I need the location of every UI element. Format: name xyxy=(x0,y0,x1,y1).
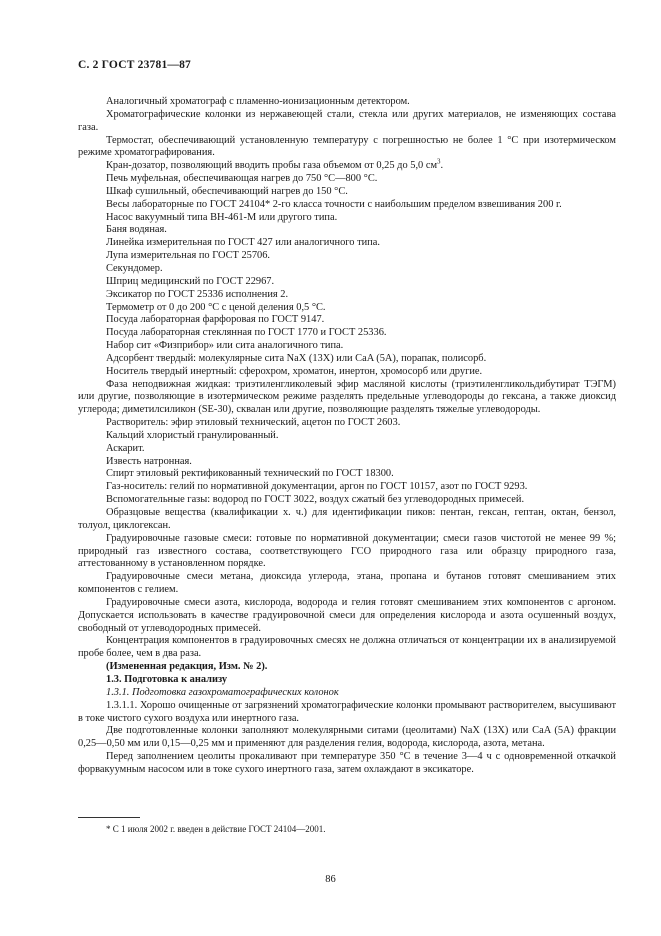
paragraph-text: . xyxy=(440,160,444,172)
paragraph: Эксикатор по ГОСТ 25336 исполнения 2. xyxy=(106,288,289,300)
paragraph: Лупа измерительная по ГОСТ 25706. xyxy=(106,250,271,262)
paragraph: Линейка измерительная по ГОСТ 427 или аналогичного типа. xyxy=(106,237,380,249)
document-body xyxy=(78,96,616,777)
paragraph: Растворитель: эфир этиловый технический, ацетон по ГОСТ 2603. xyxy=(106,417,401,429)
subsection-heading: 1.3.1. Подготовка газохроматографических колонок xyxy=(106,686,339,698)
paragraph: Градуировочные газовые смеси: готовые по нормативной документации; смеси газов чистотой не менее 99 %; природный газ известного состава, соответствующего ГСО природного газа или образцу природного газа, аттестованному в установленном порядке. xyxy=(78,532,616,570)
paragraph: Аналогичный хроматограф с пламенно-ионизационным детектором. xyxy=(106,96,410,107)
paragraph: Газ-носитель: гелий по нормативной документации, аргон по ГОСТ 10157, азот по ГОСТ 9293. xyxy=(106,481,528,493)
paragraph: Перед заполнением цеолиты прокаливают при температуре 350 °С в течение 3—4 ч с одновременной откачкой форвакуумным насосом или в токе сухого инертного газа, затем охлаждают в эксикаторе. xyxy=(78,751,616,775)
paragraph: Градуировочные смеси азота, кислорода, водорода и гелия готовят смешиванием этих компонентов с аргоном. Допускается использовать в качестве градуировочной смеси для определения кислорода и азота осушенный воздух, свободный от углеводородных примесей. xyxy=(78,596,616,634)
paragraph: Насос вакуумный типа ВН-461-М или другого типа. xyxy=(106,211,338,223)
paragraph: Носитель твердый инертный: сферохром, хроматон, инертон, хромосорб или другие. xyxy=(106,365,483,377)
paragraph: Градуировочные смеси метана, диоксида углерода, этана, пропана и бутанов готовят смешиванием этих компонентов с гелием. xyxy=(78,571,616,596)
superscript: 3 xyxy=(437,157,441,166)
paragraph: Хроматографические колонки из нержавеющей стали, стекла или других материалов, не изменяющих состава газа. xyxy=(78,108,616,133)
paragraph: Две подготовленные колонки заполняют молекулярными ситами (цеолитами) NaX (13X) или CaA (5A) фракции 0,25—0,50 мм или 0,15—0,25 мм и применяют для разделения гелия, водорода, кислорода, азота, метана. xyxy=(78,725,616,750)
paragraph: Вспомогательные газы: водород по ГОСТ 3022, воздух сжатый без углеводородных примесей. xyxy=(106,494,525,506)
footnote-divider xyxy=(78,817,140,818)
page-number: 86 xyxy=(325,874,336,885)
paragraph: Спирт этиловый ректификованный технический по ГОСТ 18300. xyxy=(106,468,394,480)
paragraph: Баня водяная. xyxy=(106,224,167,236)
paragraph: Шприц медицинский по ГОСТ 22967. xyxy=(106,275,275,287)
paragraph: Посуда лабораторная фарфоровая по ГОСТ 9147. xyxy=(106,314,325,326)
paragraph: Адсорбент твердый: молекулярные сита NaX (13X) или CaA (5A), порапак, полисорб. xyxy=(106,352,487,364)
paragraph: 1.3.1.1. Хорошо очищенные от загрязнений хроматографические колонки промывают растворителем, высушивают в токе чистого сухого воздуха или инертного газа. xyxy=(78,699,616,724)
paragraph: Кальций хлористый гранулированный. xyxy=(106,429,279,441)
paragraph: Фаза неподвижная жидкая: триэтиленгликолевый эфир масляной кислоты (триэтиленгликольдибутират ТЭГМ) или другие, позволяющие в изотермическом режиме разделять предельные углеводороды до гексана, а также диоксид углерода; диметилсиликон (SE-30), сквалан или другие, позволяющие разделять тяжелые углеводороды. xyxy=(78,378,616,416)
paragraph: Секундомер. xyxy=(106,262,163,274)
paragraph: Набор сит «Физприбор» или сита аналогичного типа. xyxy=(106,340,344,352)
paragraph-text: Кран-дозатор, позволяющий вводить пробы газа объемом от 0,25 до 5,0 см xyxy=(106,160,438,172)
paragraph: Термостат, обеспечивающий установленную температуру с погрешностью не более 1 °С при изотермическом режиме хроматографирования. xyxy=(78,134,616,159)
amendment-note: (Измененная редакция, Изм. № 2). xyxy=(106,661,268,673)
paragraph: Весы лабораторные по ГОСТ 24104* 2-го класса точности с наибольшим пределом взвешивания 200 г. xyxy=(106,198,562,210)
section-heading: 1.3. Подготовка к анализу xyxy=(106,673,228,685)
paragraph: Посуда лабораторная стеклянная по ГОСТ 1770 и ГОСТ 25336. xyxy=(106,327,387,339)
paragraph xyxy=(78,157,616,173)
page-header: С. 2 ГОСТ 23781—87 xyxy=(78,59,191,71)
footnote: * С 1 июля 2002 г. введен в действие ГОСТ 24104—2001. xyxy=(106,824,326,834)
paragraph: Известь натронная. xyxy=(106,455,192,467)
paragraph: Концентрация компонентов в градуировочных смесях не должна отличаться от концентрации их в анализируемой пробе более, чем в два раза. xyxy=(78,635,616,660)
paragraph: Аскарит. xyxy=(106,442,145,454)
paragraph: Шкаф сушильный, обеспечивающий нагрев до 150 °С. xyxy=(106,185,348,197)
paragraph: Термометр от 0 до 200 °С с ценой деления 0,5 °С. xyxy=(106,301,326,313)
paragraph: Печь муфельная, обеспечивающая нагрев до 750 °С—800 °С. xyxy=(106,173,378,185)
paragraph: Образцовые вещества (квалификации х. ч.) для идентификации пиков: пентан, гексан, гептан, октан, бензол, толуол, циклогексан. xyxy=(78,507,616,531)
